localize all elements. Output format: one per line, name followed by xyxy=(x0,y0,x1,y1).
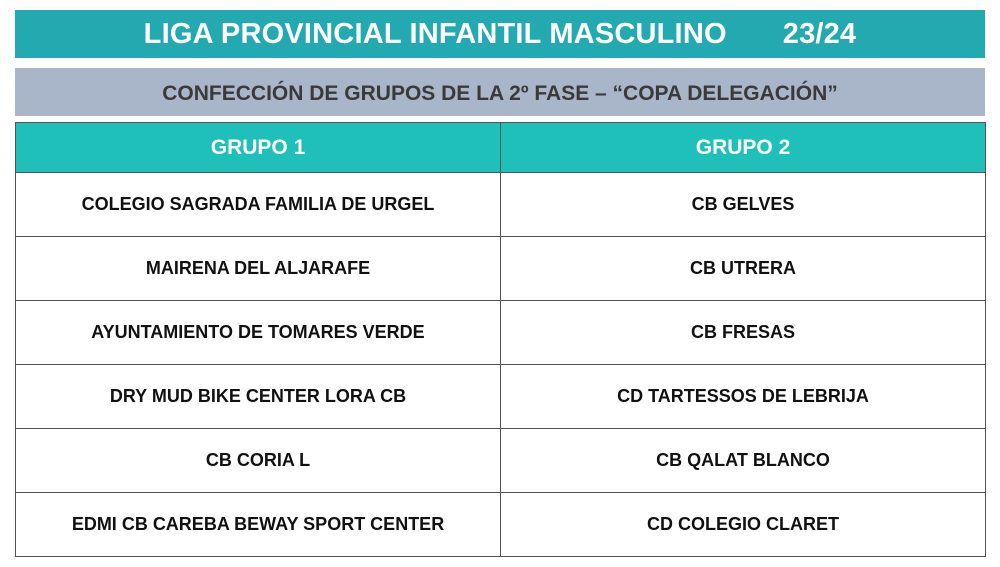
league-title-banner xyxy=(15,10,985,58)
group-1-team: EDMI CB CAREBA BEWAY SPORT CENTER xyxy=(16,493,501,557)
group-1-team: MAIRENA DEL ALJARAFE xyxy=(16,237,501,301)
group-1-team: DRY MUD BIKE CENTER LORA CB xyxy=(16,365,501,429)
group-1-team: AYUNTAMIENTO DE TOMARES VERDE xyxy=(16,301,501,365)
table-row xyxy=(16,429,986,493)
table-row xyxy=(16,365,986,429)
group-1-team: CB CORIA L xyxy=(16,429,501,493)
group-2-team: CB QALAT BLANCO xyxy=(501,429,986,493)
group-2-team: CD COLEGIO CLARET xyxy=(501,493,986,557)
table-row xyxy=(16,173,986,237)
group-2-team: CD TARTESSOS DE LEBRIJA xyxy=(501,365,986,429)
group-1-team: COLEGIO SAGRADA FAMILIA DE URGEL xyxy=(16,173,501,237)
season-label: 23/24 xyxy=(782,17,857,50)
phase-subtitle: CONFECCIÓN DE GRUPOS DE LA 2º FASE – “COPA DELEGACIÓN” xyxy=(162,82,838,105)
group-2-team: CB FRESAS xyxy=(501,301,986,365)
group-2-team: CB GELVES xyxy=(501,173,986,237)
groups-table xyxy=(15,122,986,557)
table-row xyxy=(16,493,986,557)
group-2-header: GRUPO 2 xyxy=(501,123,986,173)
phase-subtitle-banner xyxy=(15,68,985,116)
groups-header-row xyxy=(16,123,986,173)
table-row xyxy=(16,301,986,365)
group-2-team: CB UTRERA xyxy=(501,237,986,301)
group-1-header: GRUPO 1 xyxy=(16,123,501,173)
table-row xyxy=(16,237,986,301)
league-title: LIGA PROVINCIAL INFANTIL MASCULINO xyxy=(143,17,727,50)
